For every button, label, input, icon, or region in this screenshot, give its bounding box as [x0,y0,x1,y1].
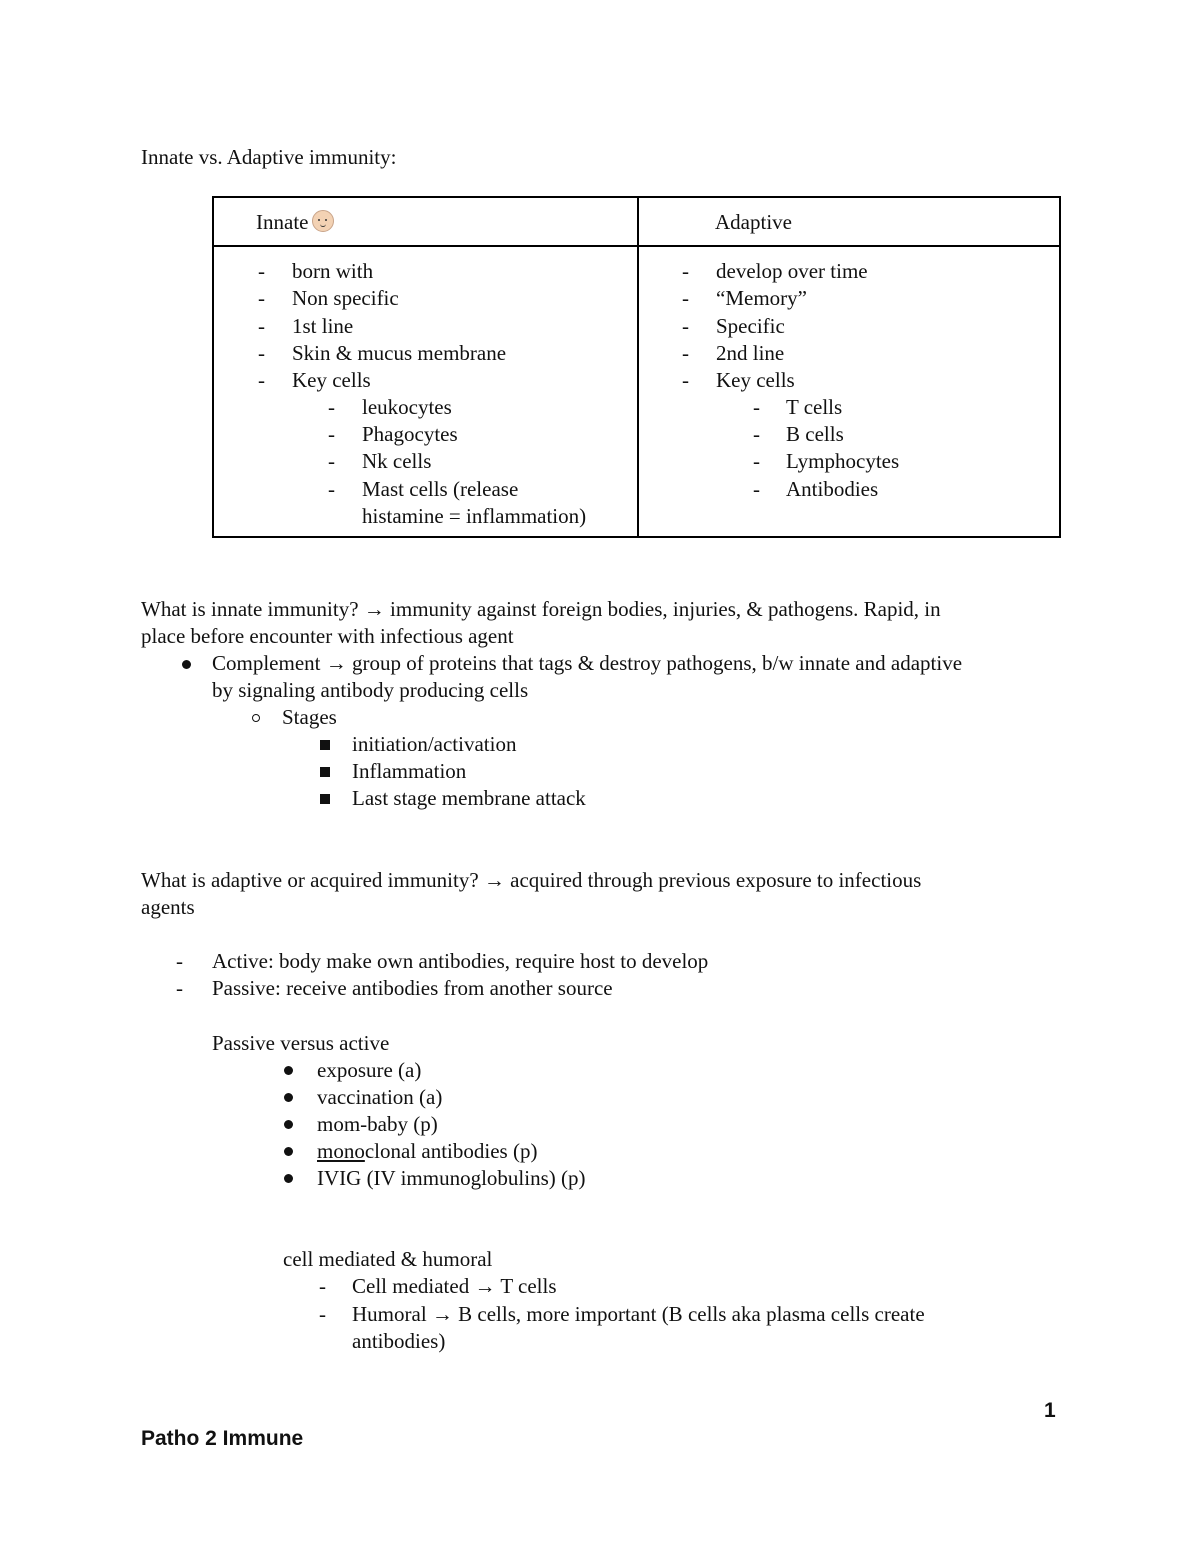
bullet-dot-icon [284,1147,293,1156]
page-heading: Innate vs. Adaptive immunity: [141,145,397,169]
dash: - [319,1302,326,1326]
innate-question-line1: What is innate immunity? → immunity against foreign bodies, injuries, & pathogens. Rapid, in [141,597,941,621]
innate-item: born with [292,259,374,283]
bullet-square-icon [320,794,330,804]
dash: - [682,341,689,365]
dash: - [328,422,335,446]
innate-header [256,209,334,236]
stage-item: Inflammation [352,759,467,783]
stage-item: Last stage membrane attack [352,786,586,810]
innate-item: Skin & mucus membrane [292,341,507,365]
humoral-item-line2: antibodies) [352,1329,446,1353]
passive-definition: Passive: receive antibodies from another source [212,976,613,1000]
dash: - [753,477,760,501]
dash: - [176,976,183,1000]
table-divider-horizontal [214,245,1059,247]
complement-line1: Complement → group of proteins that tags & destroy pathogens, b/w innate and adaptive [212,651,963,675]
passive-active-title: Passive versus active [212,1031,390,1055]
dash: - [328,477,335,501]
passive-active-item: mom-baby (p) [317,1112,438,1136]
active-definition: Active: body make own antibodies, require host to develop [212,949,709,973]
adaptive-item: Key cells [716,368,795,392]
dash: - [258,341,265,365]
innate-header-label: Innate [256,210,309,234]
mono-underlined: mono [317,1139,365,1163]
dash: - [258,259,265,283]
adaptive-subitem: Antibodies [786,477,879,501]
passive-active-item: IVIG (IV immunoglobulins) (p) [317,1166,586,1190]
page-number: 1 [1044,1399,1056,1422]
passive-active-item-monoclonal [317,1138,537,1165]
adaptive-subitem: B cells [786,422,844,446]
bullet-ring-icon [252,714,260,722]
adaptive-question-line2: agents [141,895,195,919]
bullet-square-icon [320,740,330,750]
dash: - [258,286,265,310]
dash: - [682,286,689,310]
innate-subitem: Mast cells (release [362,477,519,501]
humoral-item-line1: Humoral → B cells, more important (B cells aka plasma cells create [352,1302,925,1326]
table-divider-vertical [637,198,639,536]
innate-item: 1st line [292,314,354,338]
adaptive-subitem: T cells [786,395,843,419]
dash: - [328,395,335,419]
innate-subitem: leukocytes [362,395,452,419]
bullet-dot-icon [182,660,191,669]
innate-item: Non specific [292,286,399,310]
passive-active-item: exposure (a) [317,1058,422,1082]
innate-question-line2: place before encounter with infectious agent [141,624,514,648]
passive-active-item: vaccination (a) [317,1085,443,1109]
adaptive-header: Adaptive [715,210,792,234]
dash: - [176,949,183,973]
cell-humoral-title: cell mediated & humoral [283,1247,493,1271]
adaptive-item: Specific [716,314,785,338]
stages-label: Stages [282,705,337,729]
adaptive-question-line1: What is adaptive or acquired immunity? → acquired through previous exposure to infectious [141,868,922,892]
dash: - [328,449,335,473]
bullet-dot-icon [284,1120,293,1129]
bullet-dot-icon [284,1174,293,1183]
dash: - [753,422,760,446]
adaptive-subitem: Lymphocytes [786,449,900,473]
adaptive-item: “Memory” [716,286,807,310]
dash: - [258,368,265,392]
dash: - [319,1274,326,1298]
dash: - [682,314,689,338]
bullet-square-icon [320,767,330,777]
stage-item: initiation/activation [352,732,517,756]
bullet-dot-icon [284,1093,293,1102]
innate-subitem: Nk cells [362,449,432,473]
dash: - [258,314,265,338]
cell-mediated-item: Cell mediated → T cells [352,1274,557,1298]
dash: - [682,368,689,392]
dash: - [753,449,760,473]
bullet-dot-icon [284,1066,293,1075]
adaptive-item: develop over time [716,259,868,283]
document-footer-title: Patho 2 Immune [141,1427,304,1450]
innate-item: Key cells [292,368,371,392]
baby-emoji-icon [312,210,334,232]
innate-subitem-continued: histamine = inflammation) [362,504,587,528]
dash: - [682,259,689,283]
innate-subitem: Phagocytes [362,422,458,446]
mono-rest: clonal antibodies (p) [364,1139,538,1163]
dash: - [753,395,760,419]
adaptive-item: 2nd line [716,341,785,365]
complement-line2: by signaling antibody producing cells [212,678,529,702]
